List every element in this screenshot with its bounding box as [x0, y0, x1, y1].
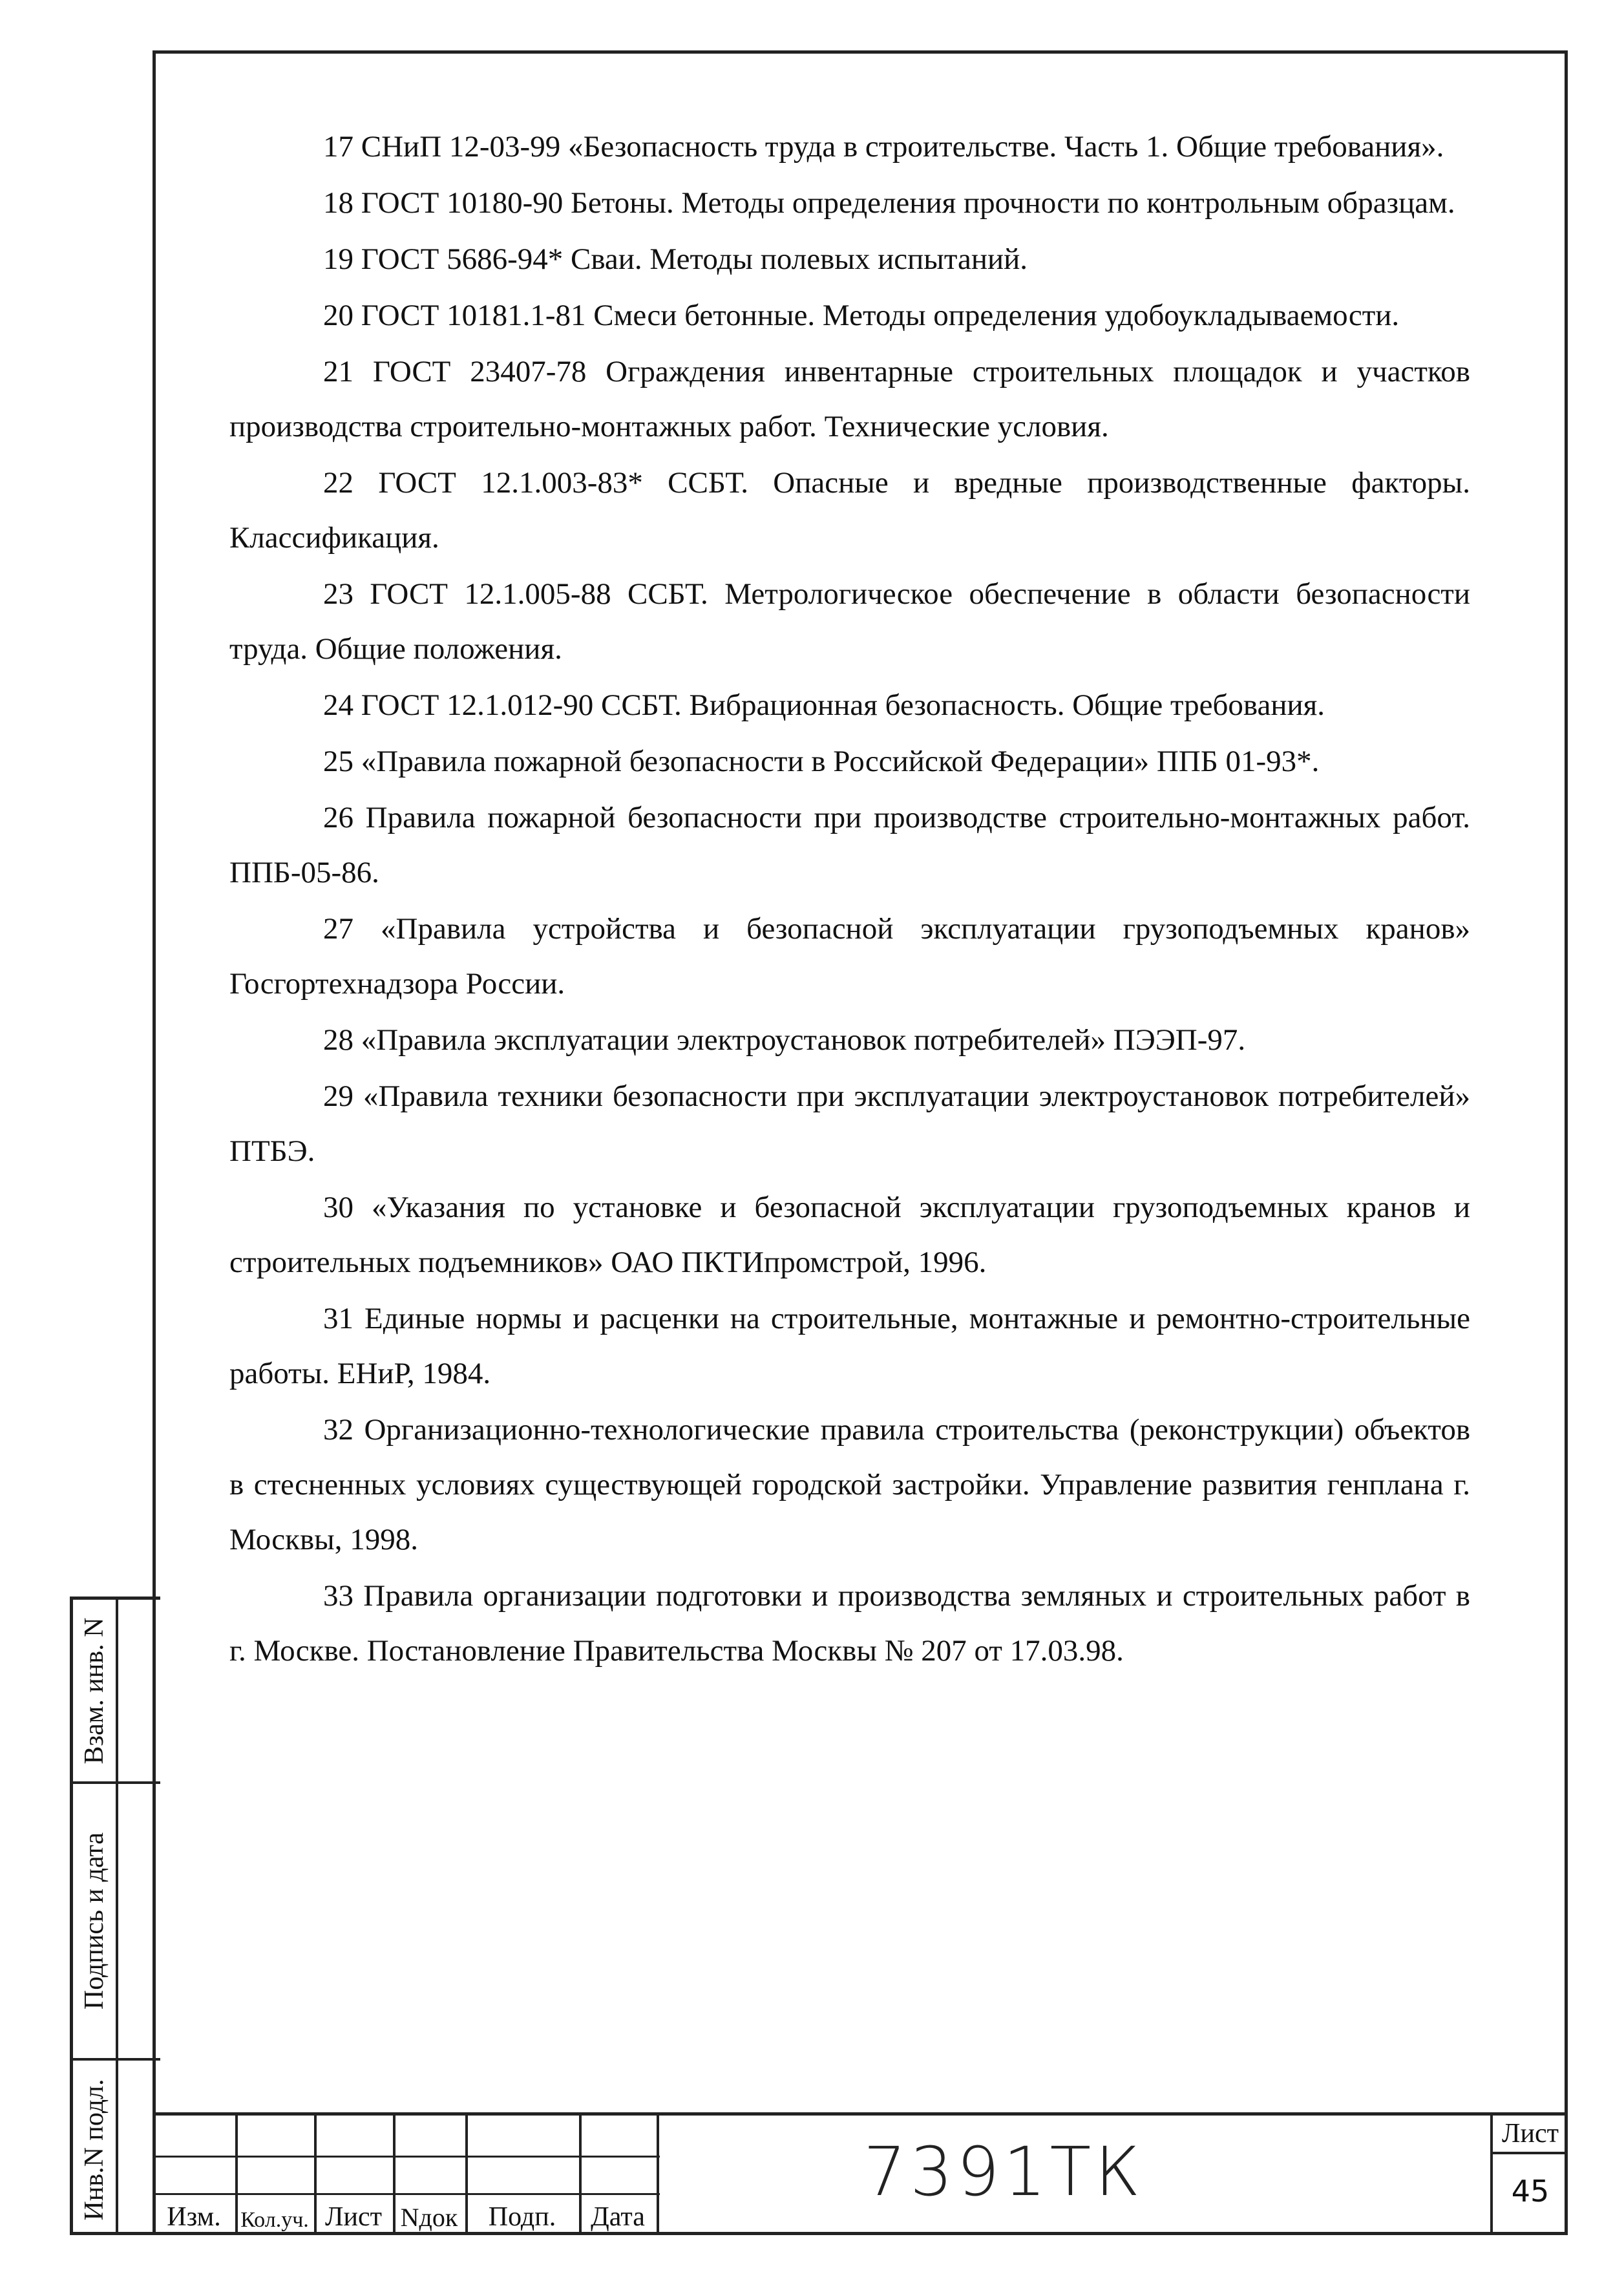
column-header: Кол.уч. [240, 2208, 309, 2232]
title-block [153, 2112, 1568, 2235]
podpis-data-value [118, 1784, 160, 2061]
list-item: 22 ГОСТ 12.1.003-83* ССБТ. Опасные и вредные производственные факторы. Классификация. [229, 466, 1471, 555]
list-item: 20 ГОСТ 10181.1-81 Смеси бетонные. Методы определения удобоукладываемости. [323, 299, 1400, 332]
inv-podl-cell [73, 2061, 116, 2238]
side-stamp-labels [73, 1600, 118, 2232]
vzam-inv-cell [73, 1600, 116, 1784]
list-item: 24 ГОСТ 12.1.012-90 ССБТ. Вибрационная безопасность. Общие требования. [323, 688, 1325, 722]
list-item: 19 ГОСТ 5686-94* Сваи. Методы полевых испытаний. [323, 242, 1028, 276]
document-number: 7391ТК [863, 2132, 1144, 2211]
sheet-box [1490, 2116, 1568, 2235]
vzam-inv-label: Взам. инв. N [79, 1617, 109, 1764]
list-item: 23 ГОСТ 12.1.005-88 ССБТ. Метрологическое обеспечение в области безопасности труда. Общие положения. [229, 577, 1470, 666]
side-stamp [70, 1597, 160, 2235]
reference-list [229, 120, 1470, 1680]
inv-podl-label: Инв.N подл. [79, 2078, 109, 2221]
list-item: 29 «Правила техники безопасности при эксплуатации электроустановок потребителей» ПТБЭ. [229, 1079, 1470, 1168]
list-item: 18 ГОСТ 10180-90 Бетоны. Методы определения прочности по контрольным образцам. [323, 186, 1455, 220]
sheet-number: 45 [1511, 2174, 1550, 2209]
list-item: 17 СНиП 12-03-99 «Безопасность труда в строительстве. Часть 1. Общие требования». [323, 130, 1444, 164]
column-header: Подп. [488, 2202, 556, 2232]
list-item: 21 ГОСТ 23407-78 Ограждения инвентарные строительных площадок и участков производства строительно-монтажных работ. Технические условия. [229, 355, 1470, 443]
list-item: 25 «Правила пожарной безопасности в Российской Федерации» ППБ 01-93*. [323, 745, 1320, 778]
column-header: Nдок [400, 2203, 458, 2232]
list-item: 27 «Правила устройства и безопасной эксплуатации грузоподъемных кранов» Госгортехнадзора России. [229, 912, 1471, 1001]
list-item: 30 «Указания по установке и безопасной эксплуатации грузоподъемных кранов и строительных подъемников» ОАО ПКТИпромстрой, 1996. [229, 1191, 1471, 1279]
podpis-data-label: Подпись и дата [79, 1832, 109, 2010]
list-item: 33 Правила организации подготовки и производства земляных и строительных работ в г. Москве. Постановление Правительства Москвы № 207 от 17.03.98. [229, 1579, 1470, 1668]
vzam-inv-value [118, 1600, 160, 1784]
sheet-label: Лист [1493, 2118, 1568, 2154]
list-item: 32 Организационно-технологические правила строительства (реконструкции) объектов в стесненных условиях существующей городской застройки. Управление развития генплана г. Москвы, 1998. [229, 1413, 1471, 1556]
divider [153, 2156, 660, 2158]
divider [153, 2193, 660, 2195]
list-item: 31 Единые нормы и расценки на строительные, монтажные и ремонтно-строительные работы. ЕНиР, 1984. [229, 1302, 1470, 1390]
podpis-data-cell [73, 1784, 116, 2061]
list-item: 26 Правила пожарной безопасности при производстве строительно-монтажных работ. ППБ-05-86. [229, 801, 1470, 889]
revision-table [153, 2116, 660, 2235]
column-header: Дата [591, 2202, 645, 2232]
divider [657, 2116, 659, 2235]
column-header: Лист [325, 2202, 382, 2232]
list-item: 28 «Правила эксплуатации электроустановок потребителей» ПЭЭП-97. [323, 1023, 1246, 1057]
column-header: Изм. [167, 2202, 221, 2232]
